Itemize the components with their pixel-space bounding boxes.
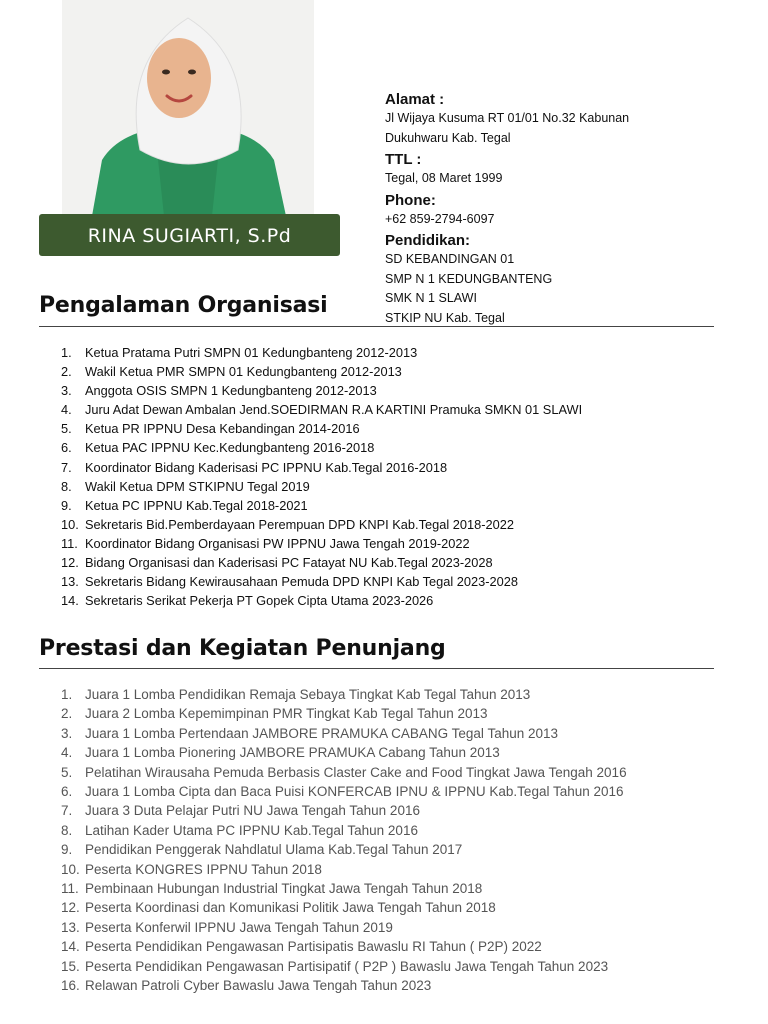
list-item: 9. Pendidikan Penggerak Nahdlatul Ulama Kab.Tegal Tahun 2017 xyxy=(61,840,627,859)
section-divider xyxy=(39,326,714,327)
list-item: 13. Peserta Konferwil IPPNU Jawa Tengah Tahun 2019 xyxy=(61,918,627,937)
list-item: 7. Juara 3 Duta Pelajar Putri NU Jawa Tengah Tahun 2016 xyxy=(61,801,627,820)
address-line-2: Dukuhwaru Kab. Tegal xyxy=(385,130,511,145)
list-item-text: Sekretaris Serikat Pekerja PT Gopek Cipta Utama 2023-2026 xyxy=(85,593,434,609)
list-item: 14. Peserta Pendidikan Pengawasan Partisipatis Bawaslu RI Tahun ( P2P) 2022 xyxy=(61,937,627,956)
list-item-text: Ketua PC IPPNU Kab.Tegal 2018-2021 xyxy=(85,497,308,513)
name-banner xyxy=(39,214,340,256)
phone-value: +62 859-2794-6097 xyxy=(385,211,495,226)
list-item: 1. Juara 1 Lomba Pendidikan Remaja Sebaya Tingkat Kab Tegal Tahun 2013 xyxy=(61,685,627,704)
list-item: 6. Juara 1 Lomba Cipta dan Baca Puisi KONFERCAB IPNU & IPPNU Kab.Tegal Tahun 2016 xyxy=(61,782,627,801)
list-item-text: Peserta Pendidikan Pengawasan Partisipatif ( P2P ) Bawaslu Jawa Tengah Tahun 2023 xyxy=(85,958,609,974)
address-line-1: Jl Wijaya Kusuma RT 01/01 No.32 Kabunan xyxy=(385,111,630,125)
list-item-text: Juara 1 Lomba Pertendaan JAMBORE PRAMUKA CABANG Tegal Tahun 2013 xyxy=(85,725,559,741)
list-item: 13. Sekretaris Bidang Kewirausahaan Pemuda DPD KNPI Kab Tegal 2023-2028 xyxy=(61,572,582,591)
section-title-organisasi: Pengalaman Organisasi xyxy=(39,293,328,318)
list-item-text: Bidang Organisasi dan Kaderisasi PC Fatayat NU Kab.Tegal 2023-2028 xyxy=(85,555,493,571)
list-item-text: Juara 3 Duta Pelajar Putri NU Jawa Tengah Tahun 2016 xyxy=(85,803,420,819)
list-item-text: Ketua PAC IPPNU Kec.Kedungbanteng 2016-2018 xyxy=(85,440,375,456)
list-item: 5. Ketua PR IPPNU Desa Kebandingan 2014-2016 xyxy=(61,419,582,438)
list-item-text: Pendidikan Penggerak Nahdlatul Ulama Kab.Tegal Tahun 2017 xyxy=(85,842,463,858)
organisasi-list xyxy=(61,343,582,610)
list-item-text: Latihan Kader Utama PC IPPNU Kab.Tegal Tahun 2016 xyxy=(85,822,418,838)
list-item-text: Peserta KONGRES IPPNU Tahun 2018 xyxy=(85,861,322,877)
list-item: 1. Ketua Pratama Putri SMPN 01 Kedungbanteng 2012-2013 xyxy=(61,343,582,362)
list-item: 10. Sekretaris Bid.Pemberdayaan Perempuan DPD KNPI Kab.Tegal 2018-2022 xyxy=(61,515,582,534)
list-item: 5. Pelatihan Wirausaha Pemuda Berbasis Claster Cake and Food Tingkat Jawa Tengah 2016 xyxy=(61,763,627,782)
list-item-text: Sekretaris Bid.Pemberdayaan Perempuan DPD KNPI Kab.Tegal 2018-2022 xyxy=(85,516,514,532)
prestasi-list xyxy=(61,685,627,996)
list-item: 14. Sekretaris Serikat Pekerja PT Gopek Cipta Utama 2023-2026 xyxy=(61,591,582,610)
list-item-text: Koordinator Bidang Kaderisasi PC IPPNU Kab.Tegal 2016-2018 xyxy=(85,459,448,475)
list-item-text: Ketua Pratama Putri SMPN 01 Kedungbanteng 2012-2013 xyxy=(85,345,418,360)
portrait-illustration xyxy=(62,0,314,216)
list-item-text: Juara 2 Lomba Kepemimpinan PMR Tingkat Kab Tegal Tahun 2013 xyxy=(85,706,488,722)
list-item: 12. Bidang Organisasi dan Kaderisasi PC Fatayat NU Kab.Tegal 2023-2028 xyxy=(61,553,582,572)
education-item: STKIP NU Kab. Tegal xyxy=(385,310,505,325)
list-item: 11. Pembinaan Hubungan Industrial Tingkat Jawa Tengah Tahun 2018 xyxy=(61,879,627,898)
contact-info xyxy=(385,88,755,328)
list-item-text: Sekretaris Bidang Kewirausahaan Pemuda DPD KNPI Kab Tegal 2023-2028 xyxy=(85,574,518,590)
education-item: SD KEBANDINGAN 01 xyxy=(385,252,515,266)
address-label: Alamat : xyxy=(385,91,445,108)
list-item: 4. Juru Adat Dewan Ambalan Jend.SOEDIRMAN R.A KARTINI Pramuka SMKN 01 SLAWI xyxy=(61,400,582,419)
list-item-text: Wakil Ketua PMR SMPN 01 Kedungbanteng 2012-2013 xyxy=(85,364,402,380)
education-item: SMK N 1 SLAWI xyxy=(385,291,477,305)
list-item: 15. Peserta Pendidikan Pengawasan Partisipatif ( P2P ) Bawaslu Jawa Tengah Tahun 2023 xyxy=(61,957,627,976)
list-item: 8. Latihan Kader Utama PC IPPNU Kab.Tegal Tahun 2016 xyxy=(61,821,627,840)
ttl-value: Tegal, 08 Maret 1999 xyxy=(385,171,503,185)
list-item-text: Juara 1 Lomba Cipta dan Baca Puisi KONFERCAB IPNU & IPPNU Kab.Tegal Tahun 2016 xyxy=(85,784,624,800)
list-item: 2. Wakil Ketua PMR SMPN 01 Kedungbanteng 2012-2013 xyxy=(61,362,582,381)
list-item: 7. Koordinator Bidang Kaderisasi PC IPPNU Kab.Tegal 2016-2018 xyxy=(61,458,582,477)
list-item-text: Peserta Pendidikan Pengawasan Partisipatis Bawaslu RI Tahun ( P2P) 2022 xyxy=(85,939,542,955)
list-item: 2. Juara 2 Lomba Kepemimpinan PMR Tingkat Kab Tegal Tahun 2013 xyxy=(61,704,627,723)
list-item-text: Pelatihan Wirausaha Pemuda Berbasis Claster Cake and Food Tingkat Jawa Tengah 2016 xyxy=(85,764,627,780)
list-item-text: Pembinaan Hubungan Industrial Tingkat Jawa Tengah Tahun 2018 xyxy=(85,881,483,897)
list-item: 9. Ketua PC IPPNU Kab.Tegal 2018-2021 xyxy=(61,496,582,515)
list-item-text: Wakil Ketua DPM STKIPNU Tegal 2019 xyxy=(85,478,310,494)
list-item: 11. Koordinator Bidang Organisasi PW IPPNU Jawa Tengah 2019-2022 xyxy=(61,534,582,553)
section-title-prestasi: Prestasi dan Kegiatan Penunjang xyxy=(39,636,446,661)
list-item-text: Relawan Patroli Cyber Bawaslu Jawa Tengah Tahun 2023 xyxy=(85,978,432,994)
ttl-label: TTL : xyxy=(385,151,422,168)
profile-photo xyxy=(62,0,314,216)
list-item-text: Juara 1 Lomba Pionering JAMBORE PRAMUKA Cabang Tahun 2013 xyxy=(85,745,500,761)
list-item: 10. Peserta KONGRES IPPNU Tahun 2018 xyxy=(61,860,627,879)
list-item-text: Peserta Konferwil IPPNU Jawa Tengah Tahun 2019 xyxy=(85,919,393,935)
list-item: 3. Anggota OSIS SMPN 1 Kedungbanteng 2012-2013 xyxy=(61,381,582,400)
list-item: 8. Wakil Ketua DPM STKIPNU Tegal 2019 xyxy=(61,477,582,496)
list-item-text: Juara 1 Lomba Pendidikan Remaja Sebaya Tingkat Kab Tegal Tahun 2013 xyxy=(85,687,531,702)
list-item-text: Koordinator Bidang Organisasi PW IPPNU Jawa Tengah 2019-2022 xyxy=(85,535,470,551)
education-list xyxy=(385,250,755,328)
list-item: 3. Juara 1 Lomba Pertendaan JAMBORE PRAMUKA CABANG Tegal Tahun 2013 xyxy=(61,724,627,743)
education-item: SMP N 1 KEDUNGBANTENG xyxy=(385,271,553,286)
list-item: 16. Relawan Patroli Cyber Bawaslu Jawa Tengah Tahun 2023 xyxy=(61,976,627,995)
list-item: 12. Peserta Koordinasi dan Komunikasi Politik Jawa Tengah Tahun 2018 xyxy=(61,898,627,917)
list-item-text: Ketua PR IPPNU Desa Kebandingan 2014-2016 xyxy=(85,421,360,437)
phone-label: Phone: xyxy=(385,191,436,209)
list-item-text: Anggota OSIS SMPN 1 Kedungbanteng 2012-2013 xyxy=(85,383,377,399)
list-item-text: Juru Adat Dewan Ambalan Jend.SOEDIRMAN R.A KARTINI Pramuka SMKN 01 SLAWI xyxy=(85,402,583,418)
list-item: 4. Juara 1 Lomba Pionering JAMBORE PRAMUKA Cabang Tahun 2013 xyxy=(61,743,627,762)
education-label: Pendidikan: xyxy=(385,232,471,249)
section-divider xyxy=(39,668,714,669)
person-name: RINA SUGIARTI, S.Pd xyxy=(87,225,292,247)
list-item-text: Peserta Koordinasi dan Komunikasi Politik Jawa Tengah Tahun 2018 xyxy=(85,900,496,916)
list-item: 6. Ketua PAC IPPNU Kec.Kedungbanteng 2016-2018 xyxy=(61,438,582,457)
